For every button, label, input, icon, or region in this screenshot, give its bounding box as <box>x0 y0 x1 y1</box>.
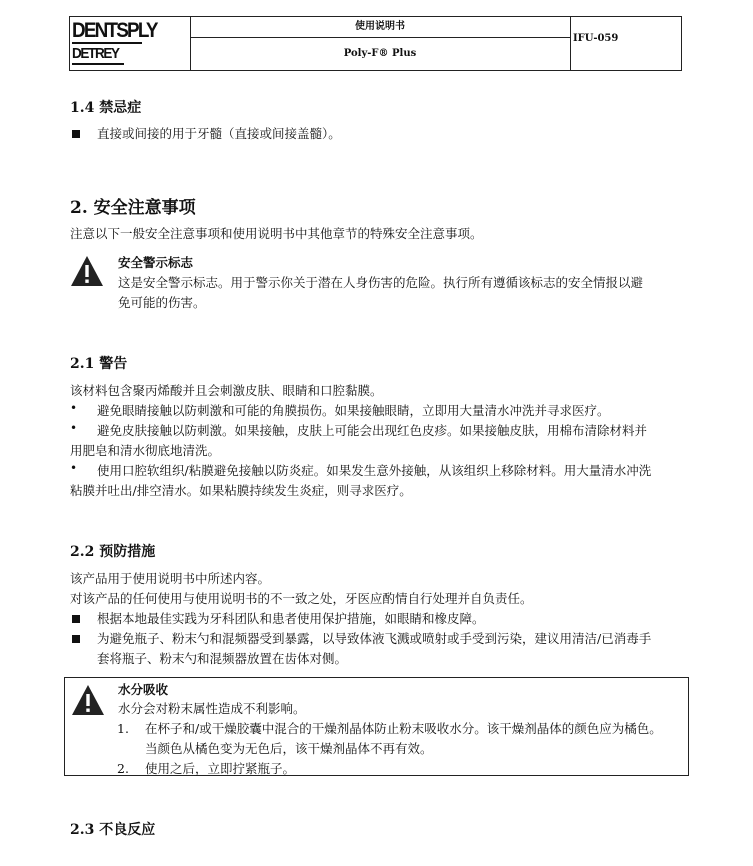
logo-underline <box>72 42 142 44</box>
warning-triangle-icon <box>71 684 105 716</box>
warning-symbol-text-1: 这是安全警示标志。用于警示你关于潜在人身伤害的危险。执行所有遵循该标志的安全情报以避 <box>118 275 644 290</box>
moisture-item-2: 使用之后，立即拧紧瓶子。 <box>145 761 296 776</box>
warning-symbol-text-2: 免可能的伤害。 <box>118 295 206 310</box>
warning-bullet-1: 避免眼睛接触以防刺激和可能的角膜损伤。如果接触眼睛，立即用大量清水冲洗并寻求医疗。 <box>97 403 610 418</box>
warning-bullet-2a: 避免皮肤接触以防刺激。如果接触，皮肤上可能会出现红色皮疹。如果接触皮肤，用棉布清除材料并 <box>97 423 648 438</box>
moisture-intro: 水分会对粉末属性造成不利影响。 <box>118 701 306 716</box>
moisture-item-1a: 在杯子和/或干燥胶囊中混合的干燥剂晶体防止粉末吸收水分。该干燥剂晶体的颜色应为橘色。 <box>145 721 662 736</box>
safety-intro: 注意以下一般安全注意事项和使用说明书中其他章节的特殊安全注意事项。 <box>70 226 483 241</box>
precaution-p1: 该产品用于使用说明书中所述内容。 <box>70 571 271 586</box>
logo-text-bottom: DETREY <box>72 45 119 62</box>
heading-1-4: 1.4 禁忌症 <box>70 100 142 116</box>
precaution-p2: 对该产品的任何使用与使用说明书的不一致之处，牙医应酌情自行处理并自负责任。 <box>70 591 533 606</box>
contraindication-item: 直接或间接的用于牙髓（直接或间接盖髓）。 <box>97 126 341 141</box>
bullet-square <box>72 130 80 138</box>
warning-bullet-2b: 用肥皂和清水彻底地清洗。 <box>70 443 221 458</box>
moisture-item-number: 1. <box>117 721 129 736</box>
logo-text-top: DENTSPLY <box>72 19 157 42</box>
moisture-warning-box <box>64 677 689 776</box>
precaution-bullet-1: 根据本地最佳实践为牙科团队和患者使用保护措施，如眼睛和橡皮障。 <box>97 611 485 626</box>
bullet-dot: • <box>70 461 78 475</box>
document-header <box>69 16 682 71</box>
moisture-item-number: 2. <box>117 761 129 776</box>
moisture-item-1b: 当颜色从橘色变为无色后，该干燥剂晶体不再有效。 <box>145 741 433 756</box>
bullet-square <box>72 615 80 623</box>
bullet-square <box>72 635 80 643</box>
doc-code: IFU-059 <box>573 33 619 44</box>
warning-symbol-title: 安全警示标志 <box>118 255 194 270</box>
bullet-dot: • <box>70 401 78 415</box>
heading-2-1: 2.1 警告 <box>70 356 128 372</box>
precaution-bullet-2b: 套将瓶子、粉末勺和混频器放置在齿体对侧。 <box>97 651 348 666</box>
heading-2-3: 2.3 不良反应 <box>70 822 156 838</box>
warning-bullet-3a: 使用口腔软组织/粘膜避免接触以防炎症。如果发生意外接触，从该组织上移除材料。用大量清水冲洗 <box>97 463 652 478</box>
dentsply-logo <box>70 17 191 70</box>
logo-underline-bottom <box>72 63 124 65</box>
header-title-cell <box>190 17 571 70</box>
moisture-title: 水分吸收 <box>118 682 169 697</box>
product-name: Poly-F® Plus <box>343 48 417 59</box>
heading-2-2: 2.2 预防措施 <box>70 544 156 560</box>
bullet-dot: • <box>70 421 78 435</box>
warning-bullet-3b: 粘膜并吐出/排空清水。如果粘膜持续发生炎症，则寻求医疗。 <box>70 483 412 498</box>
heading-2: 2. 安全注意事项 <box>70 198 196 218</box>
warning-triangle-icon <box>70 255 104 287</box>
warning-intro: 该材料包含聚丙烯酸并且会刺激皮肤、眼睛和口腔黏膜。 <box>70 383 383 398</box>
precaution-bullet-2a: 为避免瓶子、粉末勺和混频器受到暴露，以导致体液飞溅或喷射或手受到污染，建议用清洁/已消毒手 <box>97 631 652 646</box>
doc-type: 使用说明书 <box>190 17 570 38</box>
